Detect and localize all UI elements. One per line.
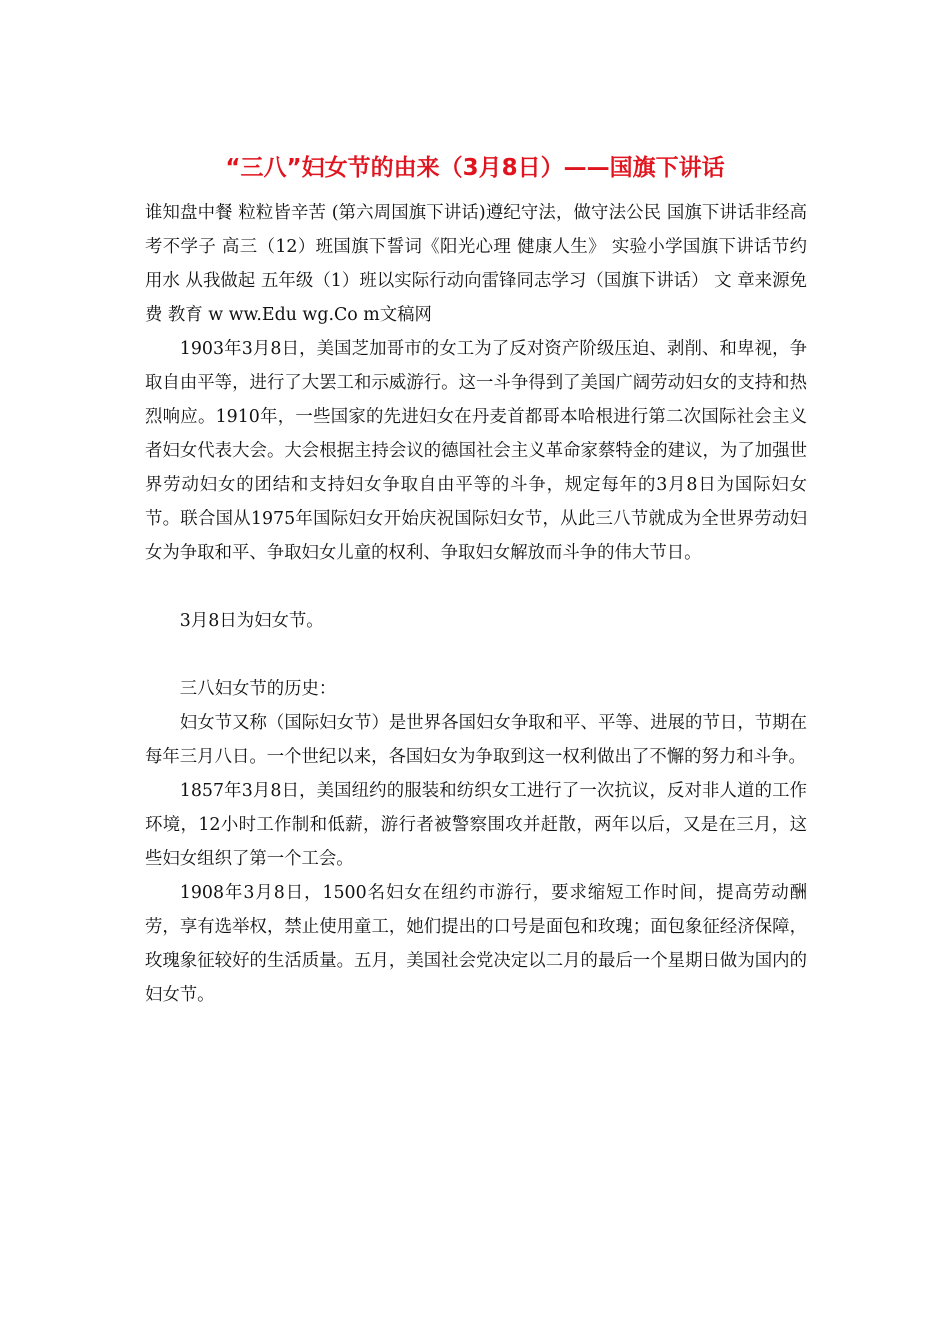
definition-paragraph: 妇女节又称（国际妇女节）是世界各国妇女争取和平、平等、进展的节日，节期在每年三月八日。一个世纪以来，各国妇女为争取到这一权利做出了不懈的努力和斗争。 <box>145 713 807 767</box>
history-paragraph-1857: 1857年3月8日，美国纽约的服装和纺织女工进行了一次抗议，反对非人道的工作环境，12小时工作制和低薪，游行者被警察围攻并赶散，两年以后，又是在三月，这些妇女组织了第一个工会。 <box>145 781 807 869</box>
history-paragraph-1908: 1908年3月8日，1500名妇女在纽约市游行，要求缩短工作时间，提高劳动酬劳，享有选举权，禁止使用童工，她们提出的口号是面包和玫瑰；面包象征经济保障，玫瑰象征较好的生活质量。五月，美国社会党决定以二月的最后一个星期日做为国内的妇女节。 <box>145 883 807 1005</box>
date-statement-paragraph: 3月8日为妇女节。 <box>179 611 324 631</box>
history-paragraph-1903: 1903年3月8日，美国芝加哥市的女工为了反对资产阶级压迫、剥削、和卑视，争取自由平等，进行了大罢工和示威游行。这一斗争得到了美国广阔劳动妇女的支持和热烈响应。1910年，一些国家的先进妇女在丹麦首都哥本哈根进行第二次国际社会主义者妇女代表大会。大会根据主持会议的德国社会主义革命家蔡特金的建议，为了加强世界劳动妇女的团结和支持妇女争取自由平等的斗争，规定每年的3月8日为国际妇女节。联合国从1975年国际妇女开始庆祝国际妇女节，从此三八节就成为全世界劳动妇女为争取和平、争取妇女儿童的权利、争取妇女解放而斗争的伟大节日。 <box>145 339 807 563</box>
related-links-paragraph: 谁知盘中餐 粒粒皆辛苦 (第六周国旗下讲话)遵纪守法，做守法公民 国旗下讲话非经高考不学子 高三（12）班国旗下誓词《阳光心理 健康人生》 实验小学国旗下讲话节约用水 从我做起 五年级（1）班以实际行动向雷锋同志学习（国旗下讲话） 文 章来源免费 教育 w ww.Edu wg.Co m文稿网 <box>145 203 807 325</box>
document-body <box>145 196 807 1012</box>
history-heading: 三八妇女节的历史： <box>179 679 337 699</box>
document-title: “三八”妇女节的由来（3月8日）——国旗下讲话 <box>225 155 725 181</box>
